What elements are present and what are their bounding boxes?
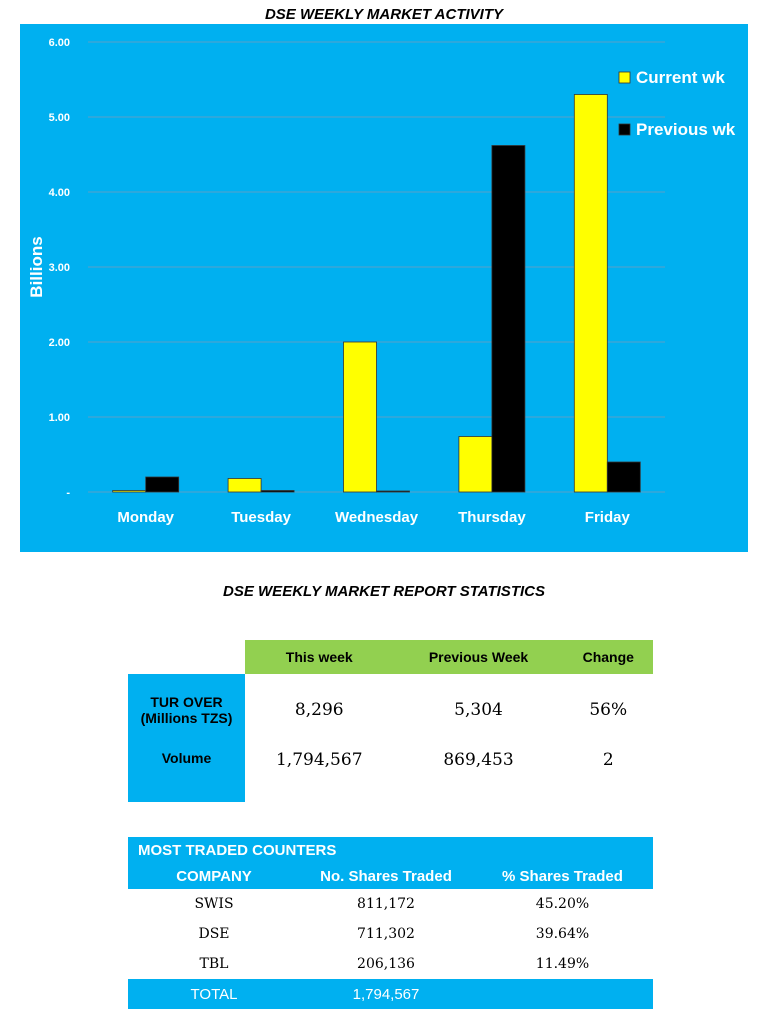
shares-cell: 206,136 xyxy=(357,956,415,972)
total-shares: 1,794,567 xyxy=(300,979,472,1009)
header-percent: % Shares Traded xyxy=(472,863,653,889)
most-traded-title: MOST TRADED COUNTERS xyxy=(128,837,653,863)
percent-cell: 39.64% xyxy=(535,926,590,942)
bar-previous-wk xyxy=(146,477,179,492)
stats-row-turnover xyxy=(128,674,653,746)
shares-cell: 811,172 xyxy=(357,896,415,912)
bar-current-wk xyxy=(344,342,377,492)
stats-cell-change: 2 xyxy=(602,750,614,770)
x-tick-label: Tuesday xyxy=(231,509,291,526)
legend-label: Previous wk xyxy=(636,120,736,139)
y-tick-label: 2.00 xyxy=(48,337,70,349)
table-row xyxy=(128,949,653,979)
company-cell: DSE xyxy=(198,926,230,942)
stats-title: DSE WEEKLY MARKET REPORT STATISTICS xyxy=(223,583,545,600)
stats-cell-this-week: 1,794,567 xyxy=(275,750,363,770)
x-tick-label: Thursday xyxy=(458,509,526,526)
stats-corner xyxy=(128,640,245,674)
y-tick-label: 5.00 xyxy=(48,112,70,124)
y-tick-label: - xyxy=(66,487,70,499)
stats-cell-this-week: 8,296 xyxy=(294,700,344,720)
percent-cell: 45.20% xyxy=(535,896,590,912)
most-traded-header-row xyxy=(128,863,653,889)
stats-row-label-line1: Volume xyxy=(161,750,212,766)
stats-header-row xyxy=(128,640,653,674)
header-company: COMPANY xyxy=(128,863,300,889)
header-shares: No. Shares Traded xyxy=(300,863,472,889)
chart-area xyxy=(20,24,748,552)
bar-previous-wk xyxy=(377,491,410,492)
stats-cell-previous-week: 869,453 xyxy=(443,750,514,770)
most-traded-table xyxy=(128,837,653,1009)
stats-header-previous-week: Previous Week xyxy=(394,640,564,674)
shares-cell: 711,302 xyxy=(357,926,415,942)
x-tick-label: Friday xyxy=(584,509,630,526)
stats-row-label-line1: TUR OVER xyxy=(150,694,223,710)
legend-swatch xyxy=(619,72,630,83)
legend-swatch xyxy=(619,124,630,135)
bar-chart xyxy=(20,24,748,552)
y-tick-label: 3.00 xyxy=(48,262,70,274)
bar-current-wk xyxy=(459,437,492,493)
x-tick-label: Monday xyxy=(117,509,175,526)
company-cell: SWIS xyxy=(194,896,234,912)
bar-current-wk xyxy=(113,491,146,493)
bar-previous-wk xyxy=(607,462,640,492)
y-tick-label: 6.00 xyxy=(48,37,70,49)
stats-row-label-line2: (Millions TZS) xyxy=(140,710,233,726)
stats-row-label xyxy=(128,746,245,802)
y-axis-label: Billions xyxy=(27,236,46,298)
stats-table xyxy=(128,640,653,802)
table-row xyxy=(128,919,653,949)
legend-label: Current wk xyxy=(636,68,725,87)
bar-current-wk xyxy=(228,479,261,493)
bar-previous-wk xyxy=(492,146,525,493)
y-tick-label: 4.00 xyxy=(48,187,70,199)
total-blank xyxy=(472,979,653,1009)
stats-header-change: Change xyxy=(564,640,653,674)
stats-cell-change: 56% xyxy=(589,700,628,720)
stats-row-label xyxy=(128,674,245,746)
stats-row-volume xyxy=(128,746,653,802)
bar-current-wk xyxy=(574,95,607,493)
company-cell: TBL xyxy=(199,956,229,972)
total-label: TOTAL xyxy=(128,979,300,1009)
bar-previous-wk xyxy=(261,491,294,493)
most-traded-title-row xyxy=(128,837,653,863)
stats-cell-previous-week: 5,304 xyxy=(454,700,503,720)
x-tick-label: Wednesday xyxy=(334,509,419,526)
stats-header-this-week: This week xyxy=(245,640,394,674)
percent-cell: 11.49% xyxy=(535,956,590,972)
y-tick-label: 1.00 xyxy=(48,412,70,424)
table-row xyxy=(128,889,653,919)
total-row xyxy=(128,979,653,1009)
chart-title: DSE WEEKLY MARKET ACTIVITY xyxy=(264,6,504,23)
